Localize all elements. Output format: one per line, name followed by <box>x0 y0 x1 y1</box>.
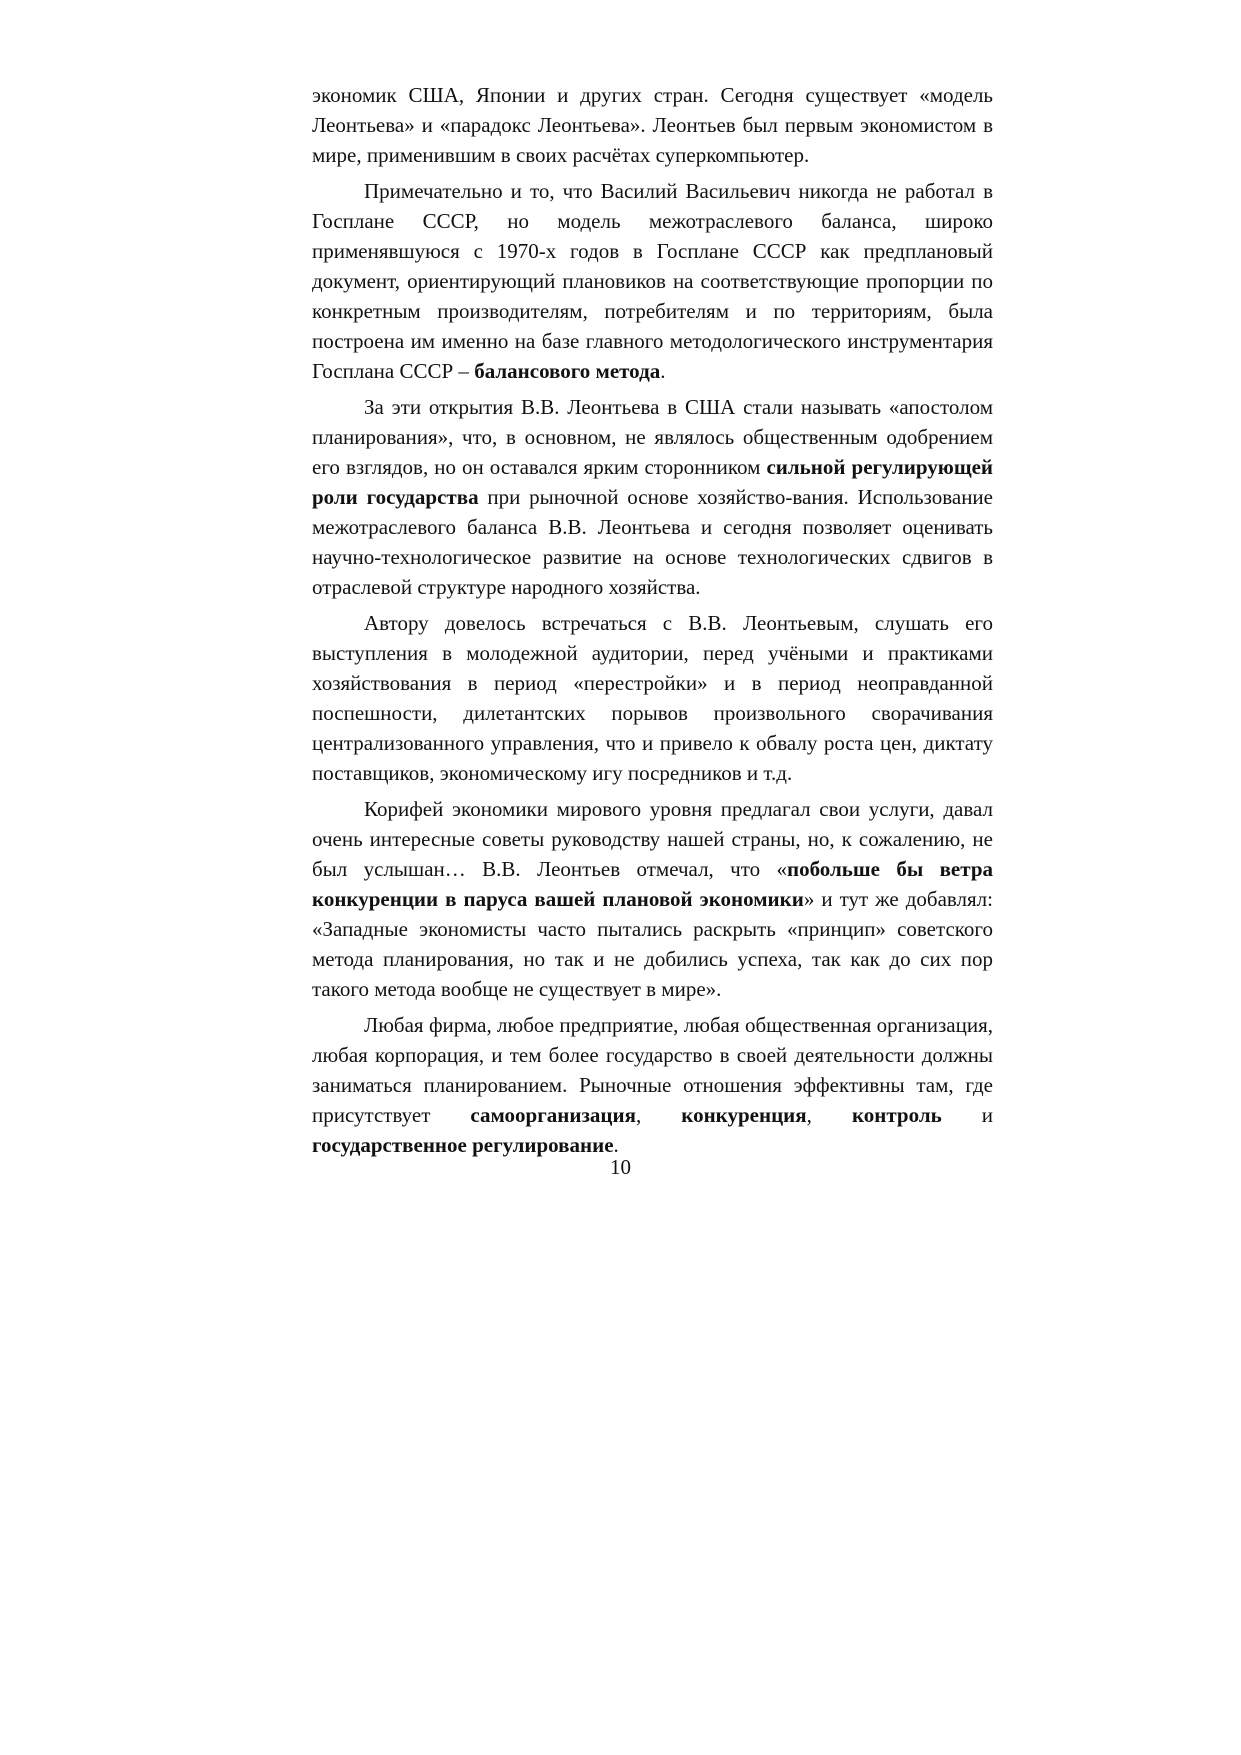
paragraph <box>312 1010 993 1160</box>
text-run: при рыночной основе хозяйство-вания. Использование межотраслевого баланса В.В. Леонтьева и сегодня позволяет оценивать научно-технологическое развитие на основе технологических сдвигов в отраслевой структуре народного хозяйства. <box>312 485 993 599</box>
text-run: , <box>635 1103 682 1127</box>
text-run: » и тут же добавлял: «Западные экономисты часто пытались раскрыть «принцип» советского метода планирования, но так и не добились успеха, так как до сих пор такого метода вообще не существует в мире». <box>312 887 993 1001</box>
bold-text-run: конкуренция <box>681 1103 807 1127</box>
text-run: Любая фирма, любое предприятие, любая общественная организация, любая корпорация, и тем более государство в своей деятельности должны заниматься планированием. Рыночные отношения эффективны там, где присутствует <box>312 1013 993 1127</box>
page-body <box>312 80 993 1166</box>
page-number: 10 <box>610 1155 631 1179</box>
bold-text-run: самоорганизация <box>470 1103 636 1127</box>
paragraph <box>312 608 993 788</box>
text-run: . <box>660 359 666 383</box>
bold-text-run: государственное регулирование <box>312 1133 614 1157</box>
text-run: Примечательно и то, что Василий Васильевич никогда не работал в Госплане СССР, но модель межотраслевого баланса, широко применявшуюся с 1970-х годов в Госплане СССР как предплановый документ, ориентирующий плановиков на соответствующие пропорции по конкретным производителям, потребителям и по территориям, была построена им именно на базе главного методологического инструментария Госплана СССР – <box>312 179 993 383</box>
bold-text-run: побольше бы ветра конкуренции в паруса вашей плановой экономики <box>312 857 993 911</box>
bold-text-run: сильной регулирующей роли государства <box>312 455 994 509</box>
bold-text-run: контроль <box>851 1103 942 1127</box>
text-run: За эти открытия В.В. Леонтьева в США стали называть «апостолом планирования», что, в основном, не являлось общественным одобрением его взглядов, но он оставался ярким сторонником <box>312 395 993 479</box>
text-run: Корифей экономики мирового уровня предлагал свои услуги, давал очень интересные советы руководству нашей страны, но, к сожалению, не был услышан… В.В. Леонтьев отмечал, что « <box>312 797 993 881</box>
paragraph <box>312 392 993 602</box>
bold-text-run: балансового метода <box>474 359 661 383</box>
text-run: Автору довелось встречаться с В.В. Леонтьевым, слушать его выступления в молодежной аудитории, перед учёными и практиками хозяйствования в период «перестройки» и в период неоправданной поспешности, дилетантских порывов произвольного сворачивания централизованного управления, что и привело к обвалу роста цен, диктату поставщиков, экономическому игу посредников и т.д. <box>312 611 993 785</box>
text-run: экономик США, Японии и других стран. Сегодня существует «модель Леонтьева» и «парадокс Леонтьева». Леонтьев был первым экономистом в мире, применившим в своих расчётах суперкомпьютер. <box>312 83 993 167</box>
paragraph <box>312 176 993 386</box>
paragraph <box>312 80 993 170</box>
text-run: . <box>613 1133 619 1157</box>
text-run: , <box>806 1103 852 1127</box>
paragraph <box>312 794 993 1004</box>
text-run: и <box>941 1103 994 1127</box>
